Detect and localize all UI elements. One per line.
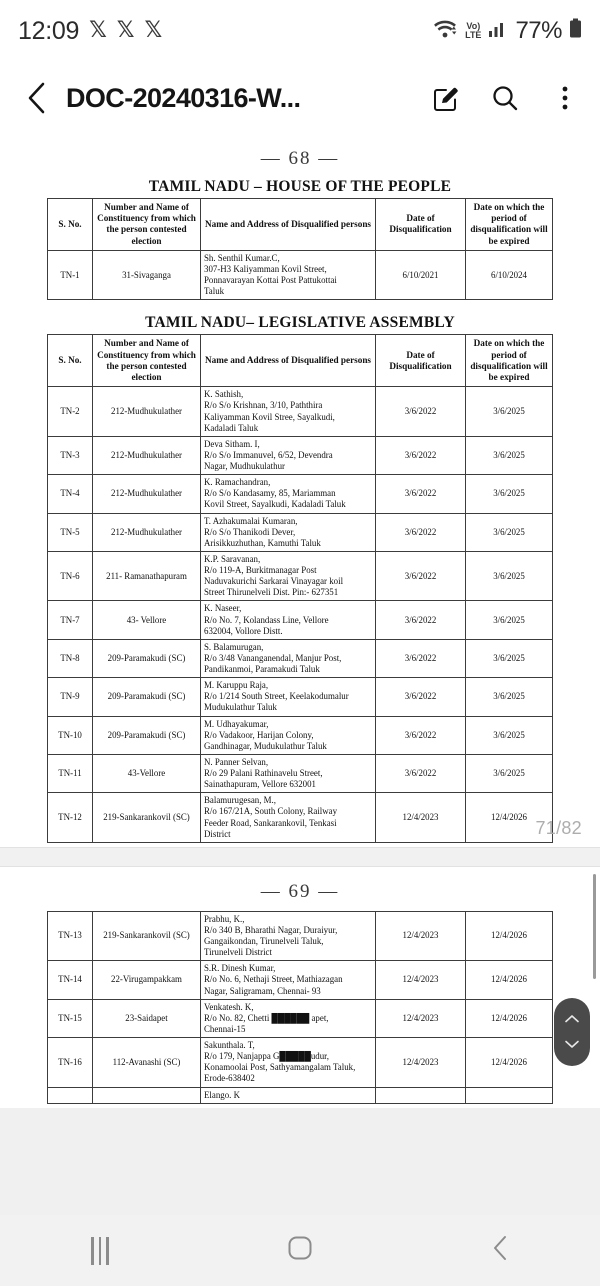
- table-row: [48, 1038, 553, 1088]
- cell-date-expiry: 12/4/2026: [466, 961, 553, 999]
- person-name: Deva Sitham. I,: [204, 438, 260, 449]
- volte-icon: Vo) LTE: [465, 21, 482, 40]
- address-line: Kaliyamman Kovil Stree, Sayalkudi,: [204, 411, 335, 422]
- address-line: R/o S/o Kandasamy, 85, Mariamman: [204, 488, 336, 499]
- cell-constituency: 212-Mudhukulather: [93, 513, 201, 551]
- edit-icon[interactable]: [426, 79, 464, 117]
- cell-constituency: 209-Paramakudi (SC): [93, 716, 201, 754]
- status-bar-clock: 12:09: [18, 16, 80, 45]
- address-line: R/o No. 7, Kolandass Line, Vellore: [204, 614, 329, 625]
- cell-person-address: [201, 716, 376, 754]
- table-row: [48, 639, 553, 677]
- back-icon: [489, 1234, 511, 1267]
- status-bar-right: [432, 17, 582, 45]
- cell-sno: TN-1: [48, 250, 93, 300]
- cell-sno: TN-7: [48, 601, 93, 639]
- table-row: [48, 601, 553, 639]
- folio-number: — 69 —: [260, 880, 340, 902]
- person-name: Balamurugesan, M.,: [204, 795, 276, 806]
- address-line: Nagar, Mudhukulathur: [204, 461, 285, 471]
- column-header-date-expiry: Date on which the period of disqualification will be expired: [466, 199, 553, 251]
- cell-person-address: [201, 961, 376, 999]
- cell-date-expiry: 3/6/2025: [466, 639, 553, 677]
- address-line: R/o 179, Nanjappa G█████udur,: [204, 1051, 329, 1062]
- person-name: K.P. Saravanan,: [204, 553, 261, 564]
- cell-date-expiry: 3/6/2025: [466, 678, 553, 716]
- person-name: T. Azhakumalai Kumaran,: [204, 515, 298, 526]
- cell-date-expiry: 3/6/2025: [466, 716, 553, 754]
- cell-person-address: [201, 911, 376, 961]
- cell-date-expiry: 3/6/2025: [466, 475, 553, 513]
- address-line: R/o 119-A, Burkitmanagar Post: [204, 565, 317, 575]
- column-header-date-expiry: Date on which the period of disqualification will be expired: [466, 335, 553, 387]
- person-name: Sh. Senthil Kumar.C,: [204, 252, 280, 263]
- recents-button[interactable]: [0, 1237, 200, 1265]
- address-line: Tirunelveli District: [204, 947, 272, 958]
- cell-person-address: [201, 475, 376, 513]
- person-name: K. Sathish,: [204, 389, 244, 400]
- wifi-icon: [432, 18, 458, 45]
- table-row: [48, 961, 553, 999]
- address-line: Mudukulathur Taluk: [204, 702, 277, 713]
- table-row: [48, 754, 553, 792]
- cell-person-address: [201, 436, 376, 474]
- status-bar-left: [18, 17, 162, 46]
- cell-sno: TN-3: [48, 436, 93, 474]
- cell-person-address: [201, 678, 376, 716]
- x-app-icon: 𝕏: [144, 18, 163, 43]
- cell-date-disqualification: 12/4/2023: [376, 911, 466, 961]
- table-header-row: [48, 335, 553, 387]
- person-name: K. Naseer,: [204, 603, 242, 614]
- address-line: R/o S/o Krishnan, 3/10, Paththira: [204, 400, 323, 411]
- page-title: DOC-20240316-W...: [66, 82, 301, 113]
- address-line: R/o S/o Thanikodi Dever,: [204, 526, 296, 537]
- address-line: Gandhinagar, Mudukulathur Taluk: [204, 740, 327, 751]
- column-header-sno: S. No.: [48, 335, 93, 387]
- cell-date-disqualification: 6/10/2021: [376, 250, 466, 300]
- address-line: R/o No. 82, Chetti ██████ apet,: [204, 1012, 329, 1023]
- back-chevron-icon[interactable]: [16, 77, 58, 119]
- cell-person-address: [201, 387, 376, 437]
- cell-person-address: [201, 793, 376, 843]
- table-title: TAMIL NADU – HOUSE OF THE PEOPLE: [148, 178, 452, 195]
- table-row: [48, 716, 553, 754]
- address-line: Feeder Road, Sankarankovil, Tenkasi: [204, 817, 337, 828]
- cell-date-disqualification: [376, 1087, 466, 1103]
- battery-percent-label: 77%: [515, 17, 562, 44]
- table-row: [48, 678, 553, 716]
- back-button[interactable]: [400, 1234, 600, 1267]
- cell-sno: TN-16: [48, 1038, 93, 1088]
- person-name: M. Karuppu Raja,: [204, 680, 269, 691]
- recents-icon: [91, 1237, 109, 1265]
- cell-constituency: 219-Sankarankovil (SC): [93, 911, 201, 961]
- cell-person-address: [201, 601, 376, 639]
- cell-sno: TN-6: [48, 551, 93, 601]
- table-row: [48, 793, 553, 843]
- cell-constituency: 31-Sivaganga: [93, 250, 201, 300]
- cell-sno: TN-15: [48, 999, 93, 1037]
- address-line: District: [204, 828, 231, 839]
- address-line: R/o 3/48 Vananganendal, Manjur Post,: [204, 652, 342, 663]
- cell-constituency: 219-Sankarankovil (SC): [93, 793, 201, 843]
- x-app-icon: 𝕏: [116, 18, 135, 43]
- address-line: Chennai-15: [204, 1023, 246, 1034]
- address-line: R/o 167/21A, South Colony, Railway: [204, 806, 338, 817]
- document-viewer[interactable]: [0, 134, 600, 1215]
- cell-date-disqualification: 3/6/2022: [376, 716, 466, 754]
- column-header-person: Name and Address of Disqualified persons: [201, 335, 376, 387]
- address-line: Arisikkuzhuthan, Kamuthi Taluk: [204, 537, 321, 548]
- app-bar: [0, 62, 600, 134]
- cell-date-disqualification: 3/6/2022: [376, 678, 466, 716]
- folio-number: — 68 —: [260, 148, 340, 169]
- cell-sno: TN-9: [48, 678, 93, 716]
- cell-constituency: 209-Paramakudi (SC): [93, 639, 201, 677]
- address-line: Street Thirunelveli Dist. Pin:- 627351: [204, 587, 339, 598]
- house-of-people-table: [47, 198, 553, 300]
- cell-date-expiry: 3/6/2025: [466, 436, 553, 474]
- home-icon: [286, 1234, 314, 1267]
- address-line: Naduvakurichi Sarkarai Vinayagar koil: [204, 576, 344, 587]
- table-row: [48, 911, 553, 961]
- cell-date-disqualification: 12/4/2023: [376, 999, 466, 1037]
- cell-sno: TN-2: [48, 387, 93, 437]
- cell-constituency: 22-Virugampakkam: [93, 961, 201, 999]
- cell-date-expiry: 3/6/2025: [466, 754, 553, 792]
- status-bar: [0, 0, 600, 62]
- person-name: Elango. K: [204, 1089, 240, 1100]
- column-header-date-disqualification: Date of Disqualification: [376, 199, 466, 251]
- cell-constituency: 112-Avanashi (SC): [93, 1038, 201, 1088]
- cell-date-expiry: 6/10/2024: [466, 250, 553, 300]
- cell-person-address: [201, 1087, 376, 1103]
- cell-sno: TN-4: [48, 475, 93, 513]
- address-line: Ponnavarayan Kottai Post Pattukottai: [204, 275, 337, 286]
- column-header-person: Name and Address of Disqualified persons: [201, 199, 376, 251]
- cell-sno: TN-13: [48, 911, 93, 961]
- app-bar-actions: [426, 79, 584, 117]
- table-row: [48, 436, 553, 474]
- address-line: Pandikanmoi, Paramakudi Taluk: [204, 664, 320, 674]
- cell-constituency: 23-Saidapet: [93, 999, 201, 1037]
- document-page: [0, 134, 600, 847]
- cell-date-disqualification: 3/6/2022: [376, 513, 466, 551]
- vertical-scrollbar[interactable]: [593, 874, 596, 979]
- cell-sno: TN-10: [48, 716, 93, 754]
- table-row: [48, 387, 553, 437]
- cell-constituency: 212-Mudhukulather: [93, 436, 201, 474]
- cell-sno: TN-11: [48, 754, 93, 792]
- column-header-date-disqualification: Date of Disqualification: [376, 335, 466, 387]
- table-row: [48, 475, 553, 513]
- page-separator: [0, 847, 600, 867]
- cell-person-address: [201, 250, 376, 300]
- x-app-icon: 𝕏: [89, 18, 107, 43]
- chevron-up-icon[interactable]: [564, 1011, 580, 1029]
- table-row: [48, 999, 553, 1037]
- cell-date-expiry: 3/6/2025: [466, 601, 553, 639]
- person-name: Venkatesh. K,: [204, 1001, 254, 1012]
- address-line: Gangaikondan, Tirunelveli Taluk,: [204, 936, 324, 946]
- cell-sno: TN-14: [48, 961, 93, 999]
- cell-sno: [48, 1087, 93, 1103]
- address-line: Kovil Street, Sayalkudi, Kadaladi Taluk: [204, 499, 346, 510]
- cell-person-address: [201, 513, 376, 551]
- cell-date-disqualification: 3/6/2022: [376, 551, 466, 601]
- person-name: S. Balamurugan,: [204, 641, 264, 652]
- cell-date-disqualification: 12/4/2023: [376, 1038, 466, 1088]
- legislative-assembly-rows: [48, 387, 553, 843]
- address-line: Kadaladi Taluk: [204, 422, 259, 433]
- cell-date-disqualification: 3/6/2022: [376, 639, 466, 677]
- address-line: R/o 29 Palani Rathinavelu Street,: [204, 768, 323, 778]
- cell-date-expiry: 12/4/2026: [466, 793, 553, 843]
- legislative-assembly-rows-continued: [48, 911, 553, 1103]
- cell-date-disqualification: 12/4/2023: [376, 793, 466, 843]
- cell-date-disqualification: 12/4/2023: [376, 961, 466, 999]
- address-line: 307-H3 Kaliyamman Kovil Street,: [204, 264, 327, 274]
- cell-constituency: 43-Vellore: [93, 754, 201, 792]
- table-row: [48, 1087, 553, 1103]
- person-name: Sakunthala. T,: [204, 1040, 255, 1050]
- cell-constituency: 212-Mudhukulather: [93, 475, 201, 513]
- cell-date-expiry: 12/4/2026: [466, 911, 553, 961]
- legislative-assembly-table-continued: [47, 911, 553, 1104]
- page-step-nav[interactable]: [554, 998, 590, 1066]
- cell-constituency: 43- Vellore: [93, 601, 201, 639]
- address-line: 632004, Vollore Distt.: [204, 625, 283, 636]
- table-row: [48, 250, 553, 300]
- address-line: Sainathapuram, Vellore 632001: [204, 779, 316, 790]
- system-navigation-bar: [0, 1215, 600, 1286]
- address-line: Taluk: [204, 286, 225, 297]
- person-name: N. Panner Selvan,: [204, 756, 269, 767]
- cell-date-disqualification: 3/6/2022: [376, 436, 466, 474]
- table-title: TAMIL NADU– LEGISLATIVE ASSEMBLY: [145, 314, 455, 332]
- address-line: R/o S/o Immanuvel, 6/52, Devendra: [204, 449, 333, 460]
- cell-person-address: [201, 754, 376, 792]
- cell-sno: TN-5: [48, 513, 93, 551]
- table-header-row: [48, 199, 553, 251]
- page-indicator: 71/82: [535, 817, 582, 838]
- battery-icon: [569, 18, 582, 45]
- signal-bars-icon: [488, 19, 508, 44]
- column-header-sno: S. No.: [48, 199, 93, 251]
- cell-constituency: 209-Paramakudi (SC): [93, 678, 201, 716]
- cell-date-disqualification: 3/6/2022: [376, 475, 466, 513]
- column-header-constituency: Number and Name of Constituency from which the person contested election: [93, 335, 201, 387]
- cell-person-address: [201, 1038, 376, 1088]
- cell-sno: TN-8: [48, 639, 93, 677]
- address-line: Konamoolai Post, Sathyamangalam Taluk,: [204, 1062, 356, 1073]
- cell-date-expiry: 3/6/2025: [466, 551, 553, 601]
- cell-person-address: [201, 551, 376, 601]
- chevron-down-icon[interactable]: [564, 1036, 580, 1054]
- cell-constituency: [93, 1087, 201, 1103]
- home-button[interactable]: [200, 1234, 400, 1267]
- cell-date-expiry: [466, 1087, 553, 1103]
- person-name: K. Ramachandran,: [204, 477, 271, 488]
- search-icon[interactable]: [486, 79, 524, 117]
- person-name: S.R. Dinesh Kumar,: [204, 963, 276, 974]
- cell-date-disqualification: 3/6/2022: [376, 387, 466, 437]
- address-line: R/o 1/214 South Street, Keelakodumalur: [204, 691, 349, 702]
- cell-constituency: 212-Mudhukulather: [93, 387, 201, 437]
- overflow-menu-icon[interactable]: [546, 79, 584, 117]
- legislative-assembly-table: [47, 334, 553, 842]
- address-line: Nagar, Saligramam, Chennai- 93: [204, 985, 321, 996]
- person-name: Prabhu, K.,: [204, 913, 245, 924]
- person-name: M. Udhayakumar,: [204, 718, 269, 729]
- address-line: R/o Vadakoor, Harijan Colony,: [204, 729, 314, 740]
- address-line: R/o No. 6, Nethaji Street, Mathiazagan: [204, 974, 343, 985]
- cell-date-expiry: 3/6/2025: [466, 513, 553, 551]
- cell-person-address: [201, 999, 376, 1037]
- cell-sno: TN-12: [48, 793, 93, 843]
- cell-date-expiry: 12/4/2026: [466, 1038, 553, 1088]
- cell-date-disqualification: 3/6/2022: [376, 754, 466, 792]
- cell-constituency: 211- Ramanathapuram: [93, 551, 201, 601]
- table-row: [48, 551, 553, 601]
- column-header-constituency: Number and Name of Constituency from which the person contested election: [93, 199, 201, 251]
- address-line: R/o 340 B, Bharathi Nagar, Duraiyur,: [204, 924, 338, 935]
- address-line: Erode-638402: [204, 1073, 255, 1084]
- cell-date-disqualification: 3/6/2022: [376, 601, 466, 639]
- cell-date-expiry: 3/6/2025: [466, 387, 553, 437]
- cell-date-expiry: 12/4/2026: [466, 999, 553, 1037]
- document-page: [0, 867, 600, 1108]
- cell-person-address: [201, 639, 376, 677]
- table-row: [48, 513, 553, 551]
